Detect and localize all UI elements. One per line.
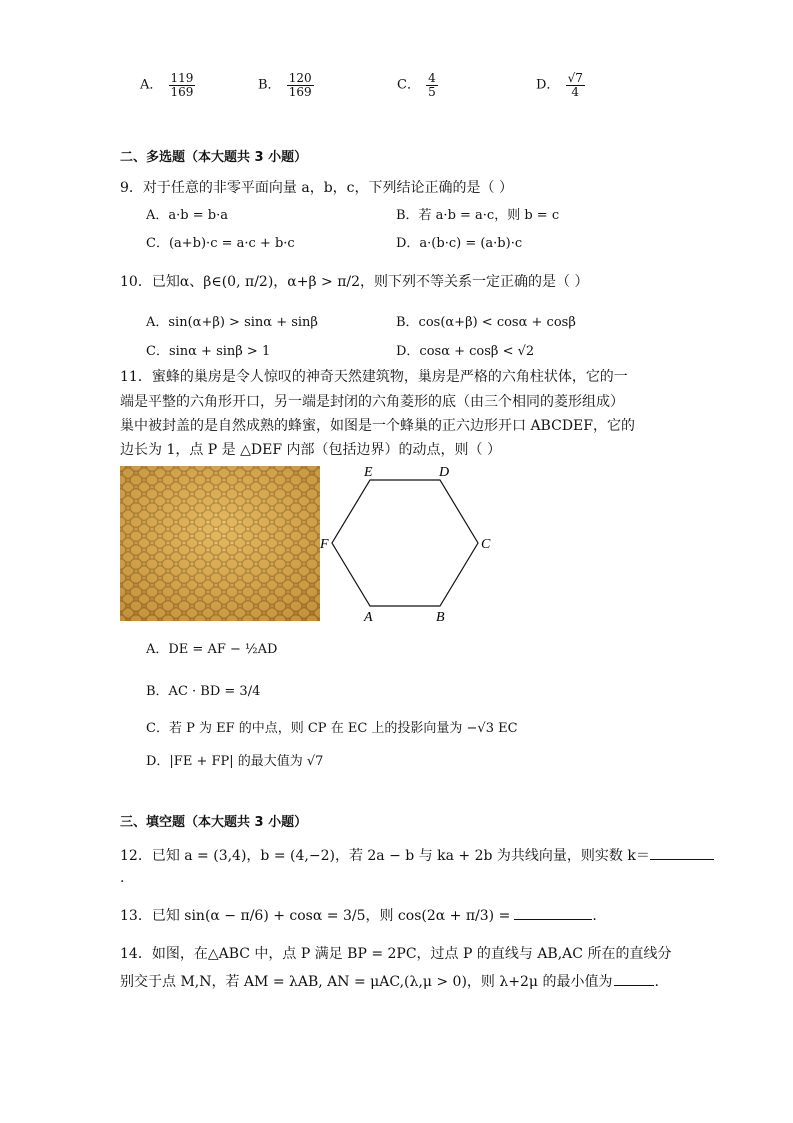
q10-stem: 10．已知α、β∈(0, π/2)，α+β > π/2，则下列不等关系一定正确的是（ ） — [120, 274, 589, 290]
q11-option-b: B．AC · BD = 3/4 — [146, 684, 261, 699]
label-D: D — [439, 465, 450, 480]
q11-option-d: D．|FE + FP| 的最大值为 √7 — [146, 754, 324, 769]
label-E: E — [364, 465, 373, 480]
hexagon-diagram — [318, 460, 498, 630]
q9-option-c: C．(a+b)·c = a·c + b·c — [146, 236, 295, 251]
q11-option-c: C．若 P 为 EF 的中点，则 CP 在 EC 上的投影向量为 −√3 EC — [146, 721, 518, 736]
q10-option-a: A．sin(α+β) > sinα + sinβ — [146, 315, 318, 330]
q11-line-1: 11．蜜蜂的巢房是令人惊叹的神奇天然建筑物，巢房是严格的六角柱状体，它的一 — [120, 369, 628, 385]
q8-d-fraction: $\frac{√7}{4}$ — [567, 71, 583, 99]
label-A: A — [364, 610, 373, 625]
q13-text: 13．已知 sin(α − π/6) + cosα = 3/5，则 cos(2α + π/3) = . — [120, 908, 597, 924]
q13-answer-blank[interactable] — [514, 919, 592, 920]
q12-line-2: . — [120, 870, 125, 886]
q14-line-2: 别交于点 M,N，若 AM = λAB, AN = μAC,(λ,μ > 0)，则 λ+2μ 的最小值为 . — [120, 974, 659, 990]
q10-option-b: B．cos(α+β) < cosα + cosβ — [396, 315, 576, 330]
honeycomb-photo — [120, 466, 320, 621]
q9-option-b: B．若 a·b = a·c，则 b = c — [396, 208, 560, 223]
q11-line-2: 端是平整的六角形开口，另一端是封闭的六角菱形的底（由三个相同的菱形组成） — [120, 394, 624, 410]
section-3-title: 三、填空题（本大题共 3 小题） — [120, 815, 308, 830]
q12-line-1: 12．已知 a = (3,4)，b = (4,−2)，若 2a − b 与 ka + 2b 为共线向量，则实数 k＝ — [120, 845, 714, 865]
q12-answer-blank[interactable] — [650, 859, 714, 860]
q11-line-3: 巢中被封盖的是自然成熟的蜂蜜，如图是一个蜂巢的正六边形开口 ABCDEF，它的 — [120, 418, 635, 434]
q8-b-fraction: $\frac{120}{169}$ — [288, 71, 312, 99]
q8-a-fraction: $\frac{119}{169}$ — [170, 71, 194, 99]
hexagon-shape — [332, 480, 478, 606]
q11-line-4: 边长为 1，点 P 是 △DEF 内部（包括边界）的动点，则（ ） — [120, 442, 501, 458]
q11-option-a: A．DE = AF − ½AD — [146, 642, 278, 657]
label-F: F — [320, 537, 329, 552]
label-C: C — [481, 537, 491, 552]
q8-c-fraction: $\frac{4}{5}$ — [428, 71, 436, 99]
q9-option-a: A．a·b = b·a — [146, 208, 228, 223]
q8-option-a: A． $\frac{119}{169}$ — [140, 71, 194, 99]
q10-option-d: D．cosα + cosβ < √2 — [396, 344, 535, 359]
q8-option-c: C． $\frac{4}{5}$ — [397, 71, 436, 99]
q9-option-d: D．a·(b·c) = (a·b)·c — [396, 236, 523, 251]
q8-option-b: B． $\frac{120}{169}$ — [258, 71, 312, 99]
q9-stem: 9．对于任意的非零平面向量 a，b，c，下列结论正确的是（ ） — [120, 180, 513, 196]
section-2-title: 二、多选题（本大题共 3 小题） — [120, 150, 308, 165]
q14-line-1: 14．如图，在△ABC 中，点 P 满足 BP = 2PC，过点 P 的直线与 AB,AC 所在的直线分 — [120, 946, 672, 962]
q10-option-c: C．sinα + sinβ > 1 — [146, 344, 271, 359]
label-B: B — [436, 610, 445, 625]
q8-option-d: D． $\frac{√7}{4}$ — [536, 71, 583, 99]
q14-answer-blank[interactable] — [614, 985, 654, 986]
